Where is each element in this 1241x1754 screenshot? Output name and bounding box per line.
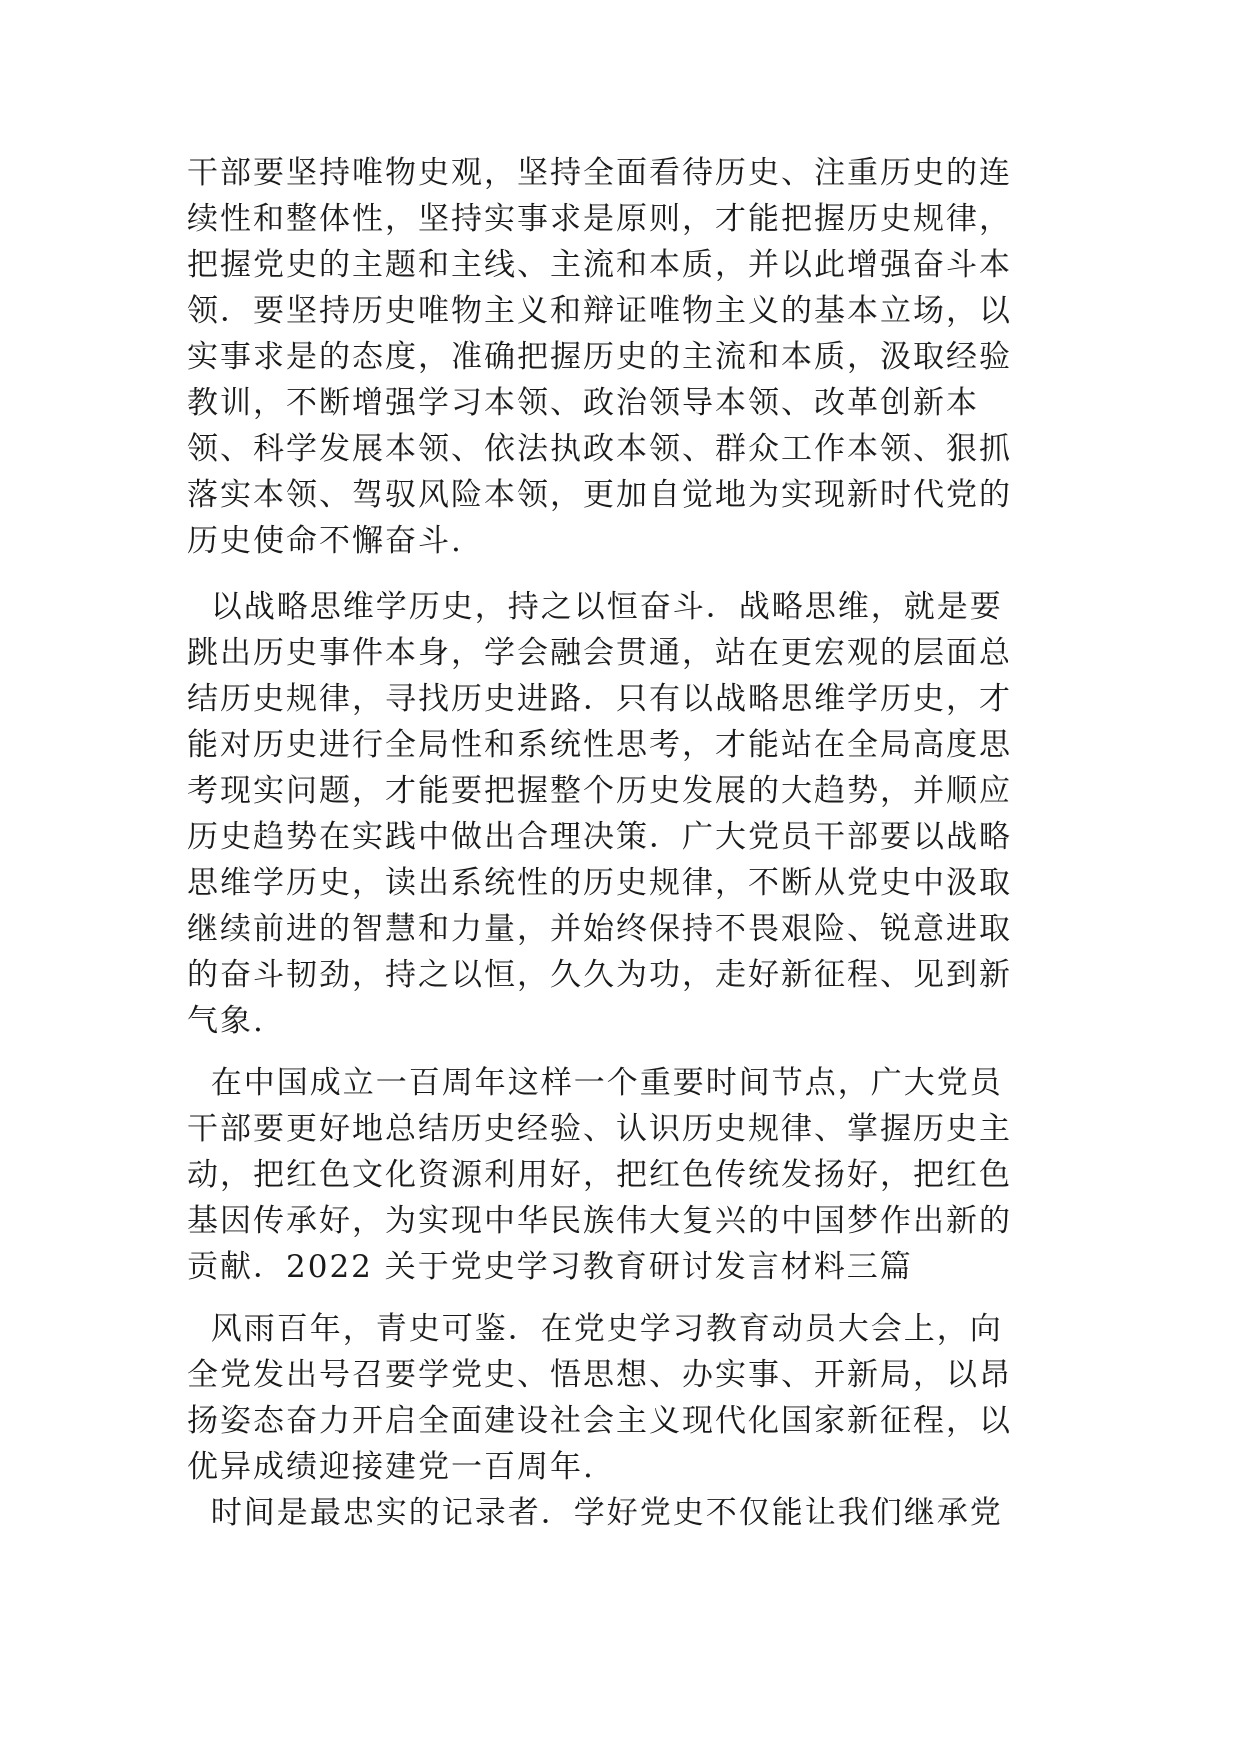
text-line: 在中国成立一百周年这样一个重要时间节点，广大党员 <box>187 1065 1003 1101</box>
text-line: 领．要坚持历史唯物主义和辩证唯物主义的基本立场，以 <box>187 293 1012 329</box>
paragraph-2 <box>187 584 1027 1044</box>
text-line: 能对历史进行全局性和系统性思考，才能站在全局高度思 <box>187 727 1012 763</box>
text-line: 继续前进的智慧和力量，并始终保持不畏艰险、锐意进取 <box>187 911 1012 947</box>
text-line: 结历史规律，寻找历史进路．只有以战略思维学历史，才 <box>187 681 1012 717</box>
text-line: 气象. <box>187 1003 265 1039</box>
text-line: 基因传承好，为实现中华民族伟大复兴的中国梦作出新的 <box>187 1203 1012 1239</box>
paragraph-5 <box>187 1490 1027 1536</box>
text-line: 扬姿态奋力开启全面建设社会主义现代化国家新征程，以 <box>187 1403 1012 1439</box>
text-line: 干部要更好地总结历史经验、认识历史规律、掌握历史主 <box>187 1111 1012 1147</box>
text-line: 历史使命不懈奋斗. <box>187 523 463 559</box>
text-line: 落实本领、驾驭风险本领，更加自觉地为实现新时代党的 <box>187 477 1012 513</box>
text-line: 教训，不断增强学习本领、政治领导本领、改革创新本 <box>187 385 979 421</box>
text-line: 领、科学发展本领、依法执政本领、群众工作本领、狠抓 <box>187 431 1012 467</box>
text-line: 以战略思维学历史，持之以恒奋斗．战略思维，就是要 <box>187 589 1003 625</box>
text-line: 风雨百年，青史可鉴．在党史学习教育动员大会上，向 <box>187 1311 1003 1347</box>
text-line: 实事求是的态度，准确把握历史的主流和本质，汲取经验 <box>187 339 1012 375</box>
text-line: 全党发出号召要学党史、悟思想、办实事、开新局，以昂 <box>187 1357 1012 1393</box>
text-line: 思维学历史，读出系统性的历史规律，不断从党史中汲取 <box>187 865 1012 901</box>
text-line: 优异成绩迎接建党一百周年. <box>187 1449 595 1485</box>
text-line: 的奋斗韧劲，持之以恒，久久为功，走好新征程、见到新 <box>187 957 1012 993</box>
text-line: 贡献．2022 关于党史学习教育研讨发言材料三篇 <box>187 1249 913 1285</box>
paragraph-4 <box>187 1306 1027 1490</box>
text-line: 时间是最忠实的记录者．学好党史不仅能让我们继承党 <box>187 1495 1003 1531</box>
text-line: 跳出历史事件本身，学会融会贯通，站在更宏观的层面总 <box>187 635 1012 671</box>
text-line: 动，把红色文化资源利用好，把红色传统发扬好，把红色 <box>187 1157 1012 1193</box>
paragraph-3 <box>187 1060 1027 1290</box>
paragraph-1 <box>187 150 1027 564</box>
text-line: 把握党史的主题和主线、主流和本质，并以此增强奋斗本 <box>187 247 1012 283</box>
text-line: 续性和整体性，坚持实事求是原则，才能把握历史规律， <box>187 201 1012 237</box>
text-line: 历史趋势在实践中做出合理决策．广大党员干部要以战略 <box>187 819 1012 855</box>
text-line: 干部要坚持唯物史观，坚持全面看待历史、注重历史的连 <box>187 155 1012 191</box>
text-line: 考现实问题，才能要把握整个历史发展的大趋势，并顺应 <box>187 773 1012 809</box>
